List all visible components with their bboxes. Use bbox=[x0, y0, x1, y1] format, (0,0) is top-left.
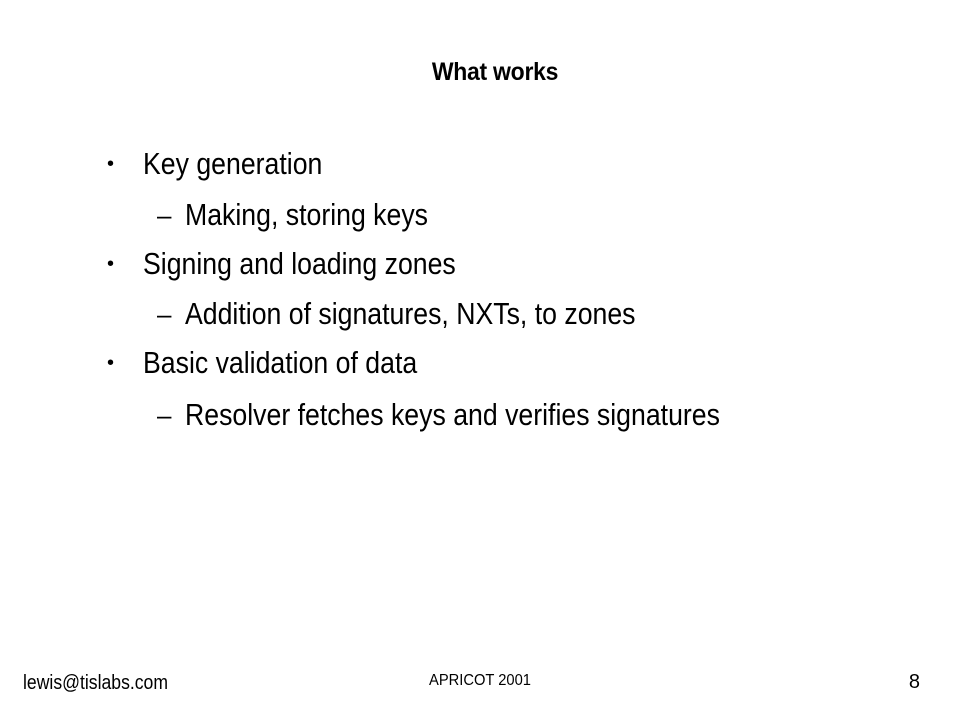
bullet-text: Key generation bbox=[143, 146, 323, 181]
dash-icon: – bbox=[157, 299, 172, 329]
footer-email: lewis@tislabs.com bbox=[23, 672, 169, 694]
sub-bullet-text: Resolver fetches keys and verifies signatures bbox=[185, 397, 720, 432]
bullet-text: Signing and loading zones bbox=[143, 246, 456, 281]
dash-icon: – bbox=[157, 200, 172, 230]
bullet-dot-icon: • bbox=[107, 352, 115, 374]
bullet-text: Basic validation of data bbox=[143, 345, 418, 380]
footer-event: APRICOT 2001 bbox=[428, 672, 532, 689]
page-number: 8 bbox=[908, 671, 920, 693]
bullet-dot-icon: • bbox=[107, 253, 115, 275]
slide-title: What works bbox=[431, 58, 559, 86]
dash-icon: – bbox=[157, 400, 172, 430]
sub-bullet-text: Making, storing keys bbox=[185, 197, 429, 232]
sub-bullet-text: Addition of signatures, NXTs, to zones bbox=[185, 296, 636, 331]
bullet-dot-icon: • bbox=[107, 153, 115, 175]
